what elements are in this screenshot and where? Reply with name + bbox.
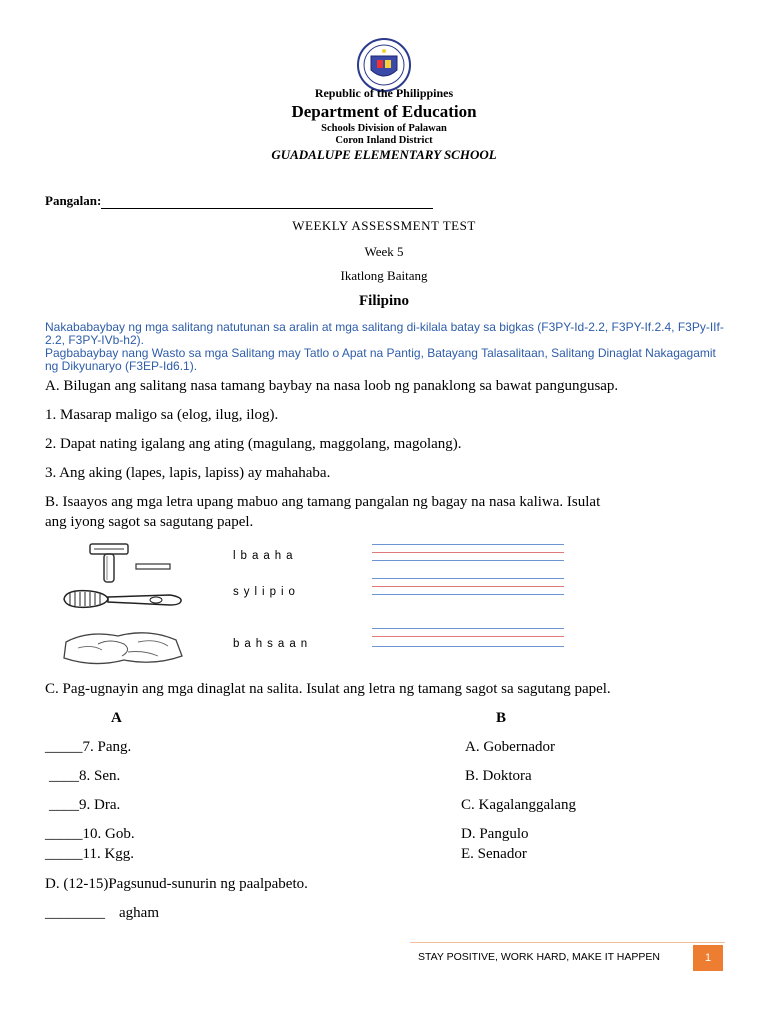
scrambled-word-2: sylipio: [233, 586, 300, 598]
answer-choice-b: B. Doktora: [465, 768, 532, 784]
week-label: Week 5: [364, 244, 404, 259]
grade-label: Ikatlong Baitang: [340, 268, 428, 283]
toothbrush-icon: [60, 585, 185, 615]
section-a-item-3: 3. Ang aking (lapes, lapis, lapiss) ay mahahaba.: [45, 465, 331, 481]
name-blank-line: [101, 196, 433, 209]
footer-motto: STAY POSITIVE, WORK HARD, MAKE IT HAPPEN: [418, 951, 660, 963]
section-c-instruction: C. Pag-ugnayin ang mga dinaglat na salita. Isulat ang letra ng tamang sagot sa sagutang papel.: [45, 681, 611, 697]
scrambled-word-1: lbaaha: [233, 550, 298, 562]
department-title: Department of Education: [291, 102, 477, 121]
section-b-instruction-line-1: B. Isaayos ang mga letra upang mabuo ang tamang pangalan ng bagay na nasa kaliwa. Isulat: [45, 494, 601, 510]
name-field: [45, 193, 433, 209]
page-number-badge: 1: [693, 945, 723, 971]
division-line: Schools Division of Palawan: [321, 123, 447, 134]
competency-2: Pagbabaybay nang Wasto sa mga Salitang may Tatlo o Apat na Pantig, Batayang Talasalitaan, Salitang Dinaglat Nakagagamit ng Dikyunaryo (F3EP-Id6.1).: [45, 346, 716, 373]
abbrev-item-8: ____8. Sen.: [49, 768, 121, 784]
competency-1: Nakababaybay ng mga salitang natutunan sa aralin at mga salitang di-kilala batay sa bigkas (F3PY-Id-2.2, F3PY-If.2.4, F3Py-IIf-2.2, F3PY-IVb-h2).: [45, 320, 724, 347]
section-a-item-1: 1. Masarap maligo sa (elog, ilug, ilog).: [45, 407, 279, 423]
answer-choice-d: D. Pangulo: [461, 826, 529, 842]
section-d-instruction: D. (12-15)Pagsunud-sunurin ng paalpabeto.: [45, 876, 308, 892]
answer-lines-2: [372, 580, 564, 598]
footer-divider: [410, 942, 725, 943]
school-name: GUADALUPE ELEMENTARY SCHOOL: [271, 147, 497, 162]
abbrev-item-11: _____11. Kgg.: [45, 846, 135, 862]
razor-icon: [88, 540, 178, 590]
district-line: Coron Inland District: [335, 135, 433, 146]
section-b-instruction-line-2: ang iyong sagot sa sagutang papel.: [45, 514, 254, 530]
answer-choice-e: E. Senador: [461, 846, 527, 862]
abbrev-item-10: _____10. Gob.: [45, 826, 135, 842]
answer-lines-3: [372, 628, 564, 652]
abbrev-item-7: _____7. Pang.: [45, 739, 132, 755]
column-a-header: A: [111, 710, 122, 726]
section-d-word: agham: [119, 905, 159, 921]
name-label: Pangalan:: [45, 193, 102, 208]
section-a-item-2: 2. Dapat nating igalang ang ating (magulang, maggolang, magolang).: [45, 436, 462, 452]
answer-choice-a: A. Gobernador: [465, 739, 555, 755]
deped-seal: [357, 38, 411, 92]
section-a-instruction: A. Bilugan ang salitang nasa tamang baybay na nasa loob ng panaklong sa bawat pangungusap.: [45, 378, 619, 394]
abbrev-item-9: ____9. Dra.: [49, 797, 121, 813]
section-d-blank: ________: [45, 905, 105, 921]
subject-title: Filipino: [358, 293, 410, 309]
test-title: WEEKLY ASSESSMENT TEST: [292, 218, 476, 233]
towel-icon: [58, 622, 188, 670]
answer-lines-1: [372, 544, 564, 580]
scrambled-word-3: bahsaan: [233, 638, 313, 650]
republic-line: Republic of the Philippines: [314, 86, 454, 100]
answer-choice-c: C. Kagalanggalang: [461, 797, 576, 813]
column-b-header: B: [496, 710, 507, 726]
